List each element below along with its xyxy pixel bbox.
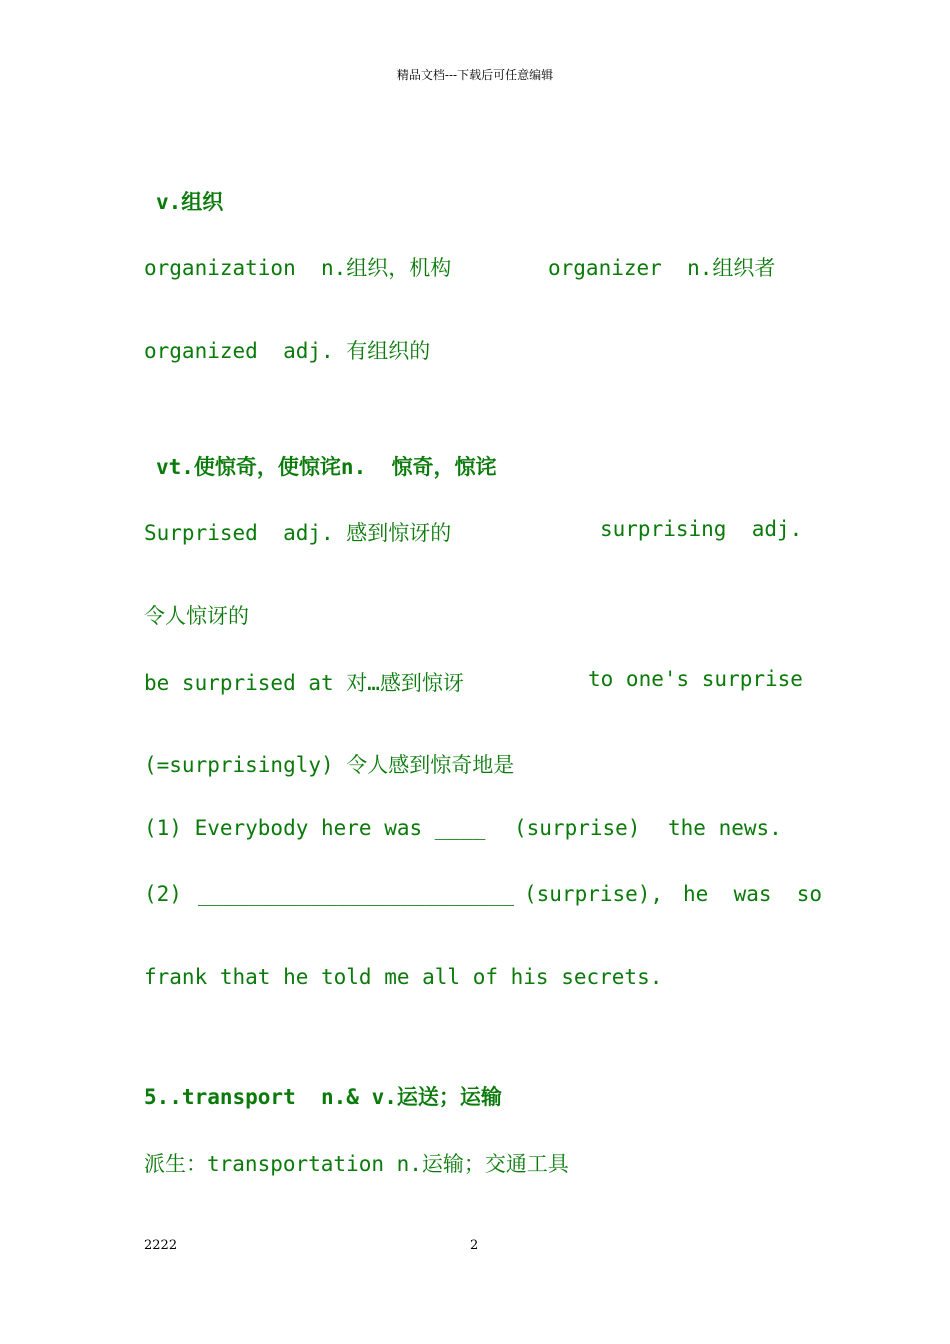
exercise-1-hint: (surprise) [514,816,641,840]
derivative-organizer: organizer n.组织者 [548,256,776,280]
exercise-2-hint: (surprise), [524,882,664,906]
derivative-organized: organized adj. 有组织的 [144,339,431,363]
derivative-organization: organization n.组织，机构 [144,256,452,280]
page-header: 精品文档---下载后可任意编辑 [396,68,554,82]
footer-text: 2222 [144,1238,178,1253]
word-5-transport: 5..transport n.& v.运送；运输 [144,1085,502,1109]
phrase-be-surprised-at: be surprised at 对…感到惊讶 [144,671,464,695]
phrase-to-ones-surprise: to one's surprise [588,667,803,691]
derivative-surprising-meaning: 令人惊讶的 [144,604,249,628]
phrase-surprisingly: (=surprisingly) 令人感到惊奇地是 [144,753,515,777]
exercise-2-number: (2) [144,882,182,906]
exercise-2-blank: _________________________ [198,882,515,906]
exercise-1-part2: the news. [668,816,782,840]
page-number: 2 [470,1238,479,1253]
definition-organize: v.组织 [156,190,224,214]
derivative-surprising: surprising adj. [600,517,803,541]
derivative-transportation: 派生：transportation n.运输；交通工具 [144,1152,569,1176]
exercise-1-part1: (1) Everybody here was ____ [144,816,486,840]
exercise-2-continued: frank that he told me all of his secrets. [144,965,663,989]
definition-surprise: vt.使惊奇，使惊诧n. 惊奇，惊诧 [156,455,497,479]
derivative-surprised: Surprised adj. 感到惊讶的 [144,521,452,545]
exercise-2-part2: he was so [683,882,823,906]
